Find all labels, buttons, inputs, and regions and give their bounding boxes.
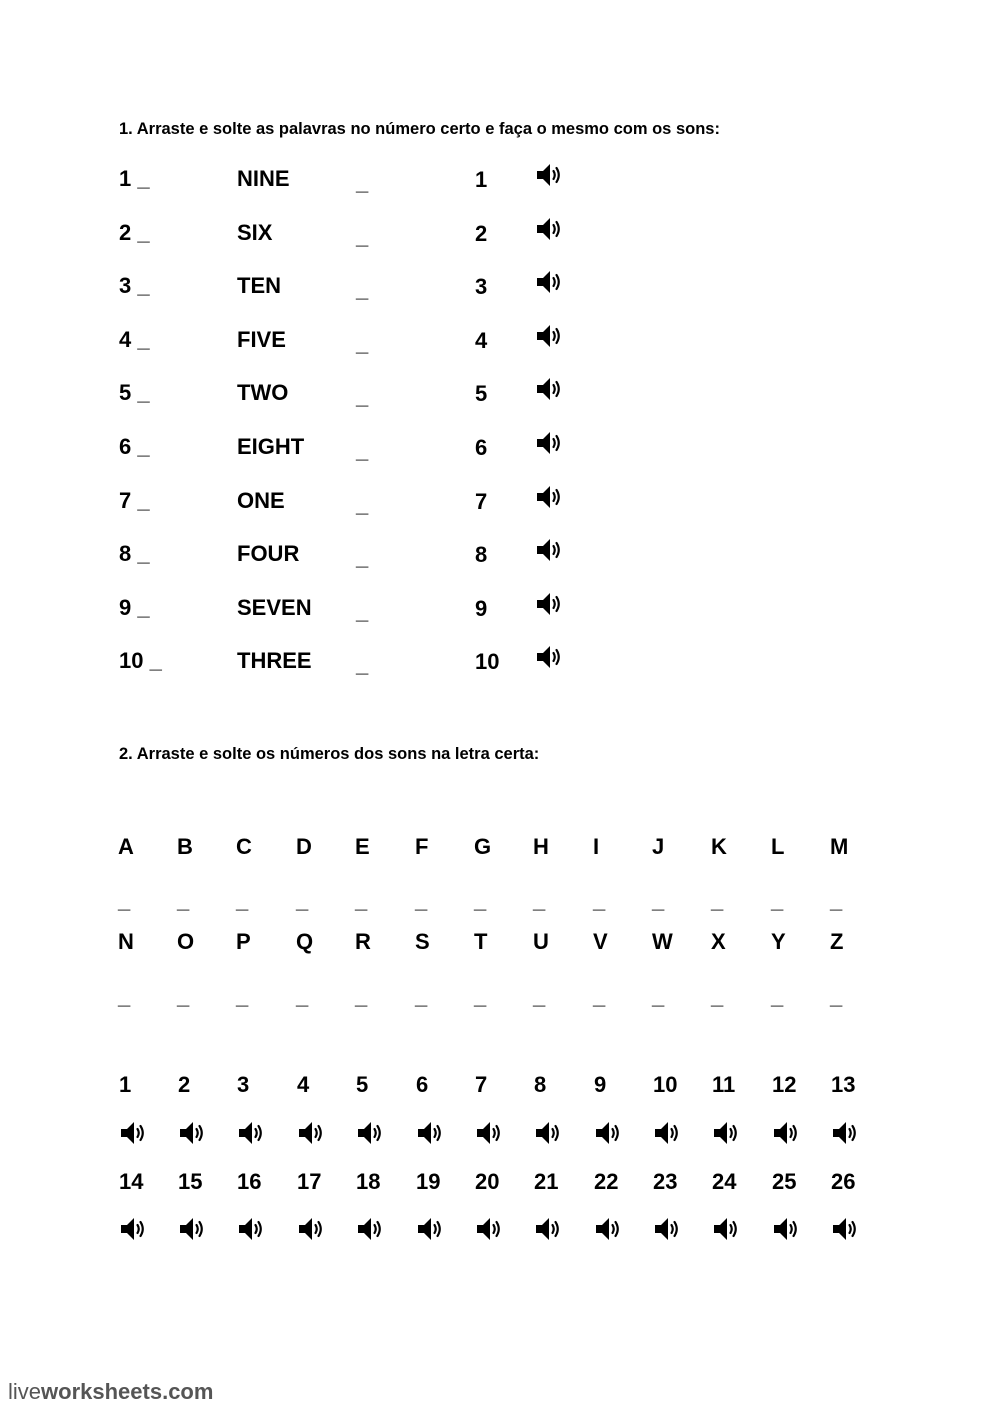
speaker-icon[interactable] (296, 1118, 326, 1148)
letter-e: E (355, 834, 370, 859)
speaker-icon[interactable] (474, 1214, 504, 1244)
letter-drop-blank[interactable]: _ (118, 984, 131, 1009)
sound-drop-blank[interactable]: _ (356, 170, 369, 195)
sound-drop-blank[interactable]: _ (356, 491, 369, 517)
letter-drop-blank[interactable]: _ (118, 888, 131, 913)
letter-drop-blank[interactable]: _ (533, 984, 546, 1009)
number-word[interactable]: SIX (237, 219, 273, 245)
letter-drop-blank[interactable]: _ (177, 888, 190, 913)
sound-number: 9 (475, 595, 488, 621)
speaker-icon[interactable] (771, 1214, 801, 1244)
letter-r: R (355, 929, 371, 954)
sound-number-label[interactable]: 13 (831, 1072, 856, 1097)
speaker-icon[interactable] (771, 1118, 801, 1148)
letter-l: L (771, 834, 785, 859)
letter-g: G (474, 834, 492, 859)
sound-drop-blank[interactable]: _ (356, 277, 369, 303)
sound-number-label[interactable]: 26 (831, 1169, 856, 1194)
sound-number-label[interactable]: 6 (416, 1072, 429, 1097)
speaker-icon[interactable] (534, 374, 564, 404)
letter-drop-blank[interactable]: _ (830, 984, 843, 1009)
speaker-icon[interactable] (593, 1118, 623, 1148)
sound-number: 7 (475, 488, 488, 514)
sound-number: 10 (475, 649, 500, 675)
sound-number-label[interactable]: 5 (356, 1072, 369, 1097)
sound-number-label[interactable]: 2 (178, 1072, 191, 1097)
letter-drop-blank[interactable]: _ (355, 984, 368, 1009)
sound-number: 1 (475, 167, 488, 192)
sound-number: 2 (475, 220, 488, 246)
number-word[interactable]: THREE (237, 648, 312, 674)
letter-drop-blank[interactable]: _ (415, 984, 428, 1009)
speaker-icon[interactable] (296, 1214, 326, 1244)
sound-number: 4 (475, 327, 488, 353)
sound-number-label[interactable]: 20 (475, 1169, 500, 1194)
speaker-icon[interactable] (593, 1214, 623, 1244)
number-word[interactable]: FOUR (237, 541, 300, 567)
sound-drop-blank[interactable]: _ (356, 598, 369, 624)
letter-b: B (177, 834, 193, 859)
row-number-drop[interactable]: 4 _ (119, 326, 150, 352)
speaker-icon[interactable] (534, 482, 564, 512)
letter-drop-blank[interactable]: _ (355, 888, 368, 913)
letter-drop-blank[interactable]: _ (771, 888, 784, 913)
logo-bold-text: worksheets (41, 1379, 163, 1404)
number-word[interactable]: SEVEN (237, 594, 312, 620)
sound-drop-blank[interactable]: _ (356, 384, 369, 410)
sound-number-label[interactable]: 16 (237, 1169, 262, 1194)
sound-drop-blank[interactable]: _ (356, 438, 369, 463)
letter-drop-blank[interactable]: _ (830, 888, 843, 913)
letter-drop-blank[interactable]: _ (415, 888, 428, 913)
sound-number-label[interactable]: 1 (119, 1072, 132, 1097)
sound-number-label[interactable]: 17 (297, 1169, 322, 1194)
speaker-icon[interactable] (830, 1214, 860, 1244)
instruction-2: 2. Arraste e solte os números dos sons na letra certa: (119, 745, 540, 763)
sound-number: 3 (475, 274, 488, 300)
sound-number-label[interactable]: 3 (237, 1072, 250, 1097)
sound-number-label[interactable]: 19 (416, 1169, 441, 1194)
letter-drop-blank[interactable]: _ (593, 888, 606, 913)
speaker-icon[interactable] (415, 1214, 445, 1244)
letter-w: W (652, 929, 673, 954)
letter-q: Q (296, 929, 314, 954)
letter-k: K (711, 834, 727, 859)
letter-n: N (118, 929, 134, 954)
sound-number-label[interactable]: 24 (712, 1169, 737, 1194)
letter-p: P (236, 929, 251, 954)
letter-drop-blank[interactable]: _ (652, 888, 665, 913)
letter-drop-blank[interactable]: _ (296, 888, 309, 913)
row-number-drop[interactable]: 9 _ (119, 594, 150, 620)
sound-number-label[interactable]: 14 (119, 1169, 144, 1194)
speaker-icon[interactable] (534, 535, 564, 565)
speaker-icon[interactable] (652, 1118, 682, 1148)
speaker-icon[interactable] (534, 321, 564, 351)
sound-number-label[interactable]: 25 (772, 1169, 797, 1194)
speaker-icon[interactable] (474, 1118, 504, 1148)
letter-y: Y (771, 929, 786, 954)
letter-d: D (296, 834, 312, 859)
sound-drop-blank[interactable]: _ (356, 652, 369, 678)
row-number-drop[interactable]: 10 _ (119, 648, 162, 674)
letter-f: F (415, 834, 429, 859)
speaker-icon[interactable] (118, 1214, 148, 1244)
sound-number: 6 (475, 435, 488, 460)
sound-number-label[interactable]: 11 (712, 1072, 736, 1097)
row-number-drop[interactable]: 6 _ (119, 434, 150, 459)
row-number-drop[interactable]: 3 _ (119, 273, 150, 299)
speaker-icon[interactable] (534, 214, 564, 244)
letter-drop-blank[interactable]: _ (771, 984, 784, 1009)
speaker-icon[interactable] (177, 1118, 207, 1148)
letter-h: H (533, 834, 549, 859)
number-word[interactable]: TEN (237, 273, 281, 299)
letter-drop-blank[interactable]: _ (474, 888, 487, 913)
logo-suffix-text: .com (162, 1379, 214, 1404)
number-word[interactable]: TWO (237, 380, 289, 406)
speaker-icon[interactable] (118, 1118, 148, 1148)
number-word[interactable]: FIVE (237, 326, 286, 352)
letter-t: T (474, 929, 488, 954)
letter-s: S (415, 929, 430, 954)
letter-x: X (711, 929, 726, 954)
letter-i: I (593, 834, 600, 859)
instruction-1: 1. Arraste e solte as palavras no número certo e faça o mesmo com os sons: (119, 120, 720, 138)
sound-number-label[interactable]: 4 (297, 1072, 310, 1097)
letter-drop-blank[interactable]: _ (652, 984, 665, 1009)
number-word[interactable]: ONE (237, 487, 285, 513)
sound-drop-blank[interactable]: _ (356, 545, 369, 571)
speaker-icon[interactable] (533, 1214, 563, 1244)
sound-drop-blank[interactable]: _ (356, 330, 369, 356)
speaker-icon[interactable] (533, 1118, 563, 1148)
sound-number-label[interactable]: 23 (653, 1169, 678, 1194)
letter-a: A (118, 834, 134, 859)
speaker-icon[interactable] (534, 160, 564, 190)
letter-m: M (830, 834, 849, 859)
speaker-icon[interactable] (534, 642, 564, 672)
sound-drop-blank[interactable]: _ (356, 223, 369, 249)
row-number-drop[interactable]: 8 _ (119, 541, 150, 567)
letter-drop-blank[interactable]: _ (177, 984, 190, 1009)
speaker-icon[interactable] (711, 1118, 741, 1148)
row-number-drop[interactable]: 5 _ (119, 380, 150, 406)
letter-drop-blank[interactable]: _ (296, 984, 309, 1009)
letter-drop-blank[interactable]: _ (236, 888, 249, 913)
speaker-icon[interactable] (355, 1118, 385, 1148)
sound-number-label[interactable]: 10 (653, 1072, 678, 1097)
letter-v: V (593, 929, 608, 954)
letter-u: U (533, 929, 549, 954)
sound-number-label[interactable]: 15 (178, 1169, 203, 1194)
sound-number-label[interactable]: 21 (534, 1169, 559, 1194)
letter-z: Z (830, 929, 844, 954)
letter-drop-blank[interactable]: _ (533, 888, 546, 913)
speaker-icon[interactable] (534, 267, 564, 297)
speaker-icon[interactable] (236, 1214, 266, 1244)
letter-drop-blank[interactable]: _ (474, 984, 487, 1009)
speaker-icon[interactable] (177, 1214, 207, 1244)
speaker-icon[interactable] (355, 1214, 385, 1244)
sound-number-label[interactable]: 12 (772, 1072, 797, 1097)
worksheets-logo (8, 1379, 213, 1405)
sound-number-label[interactable]: 7 (475, 1072, 488, 1097)
row-number-drop[interactable]: 1 _ (119, 166, 150, 191)
letter-drop-blank[interactable]: _ (236, 984, 249, 1009)
letter-o: O (177, 929, 195, 954)
sound-number-label[interactable]: 18 (356, 1169, 381, 1194)
speaker-icon[interactable] (830, 1118, 860, 1148)
row-number-drop[interactable]: 7 _ (119, 487, 150, 513)
letter-drop-blank[interactable]: _ (593, 984, 606, 1009)
speaker-icon[interactable] (652, 1214, 682, 1244)
speaker-icon[interactable] (534, 589, 564, 619)
sound-number: 5 (475, 381, 488, 407)
letter-c: C (236, 834, 252, 859)
letter-drop-blank[interactable]: _ (711, 984, 724, 1009)
row-number-drop[interactable]: 2 _ (119, 219, 150, 245)
number-word[interactable]: NINE (237, 166, 290, 191)
sound-number: 8 (475, 542, 488, 568)
sound-number-label[interactable]: 22 (594, 1169, 619, 1194)
speaker-icon[interactable] (534, 428, 564, 458)
speaker-icon[interactable] (415, 1118, 445, 1148)
letter-j: J (652, 834, 665, 859)
sound-number-label[interactable]: 9 (594, 1072, 607, 1097)
letter-drop-blank[interactable]: _ (711, 888, 724, 913)
number-word[interactable]: EIGHT (237, 434, 305, 459)
speaker-icon[interactable] (711, 1214, 741, 1244)
logo-light-text: live (8, 1379, 42, 1404)
sound-number-label[interactable]: 8 (534, 1072, 547, 1097)
speaker-icon[interactable] (236, 1118, 266, 1148)
